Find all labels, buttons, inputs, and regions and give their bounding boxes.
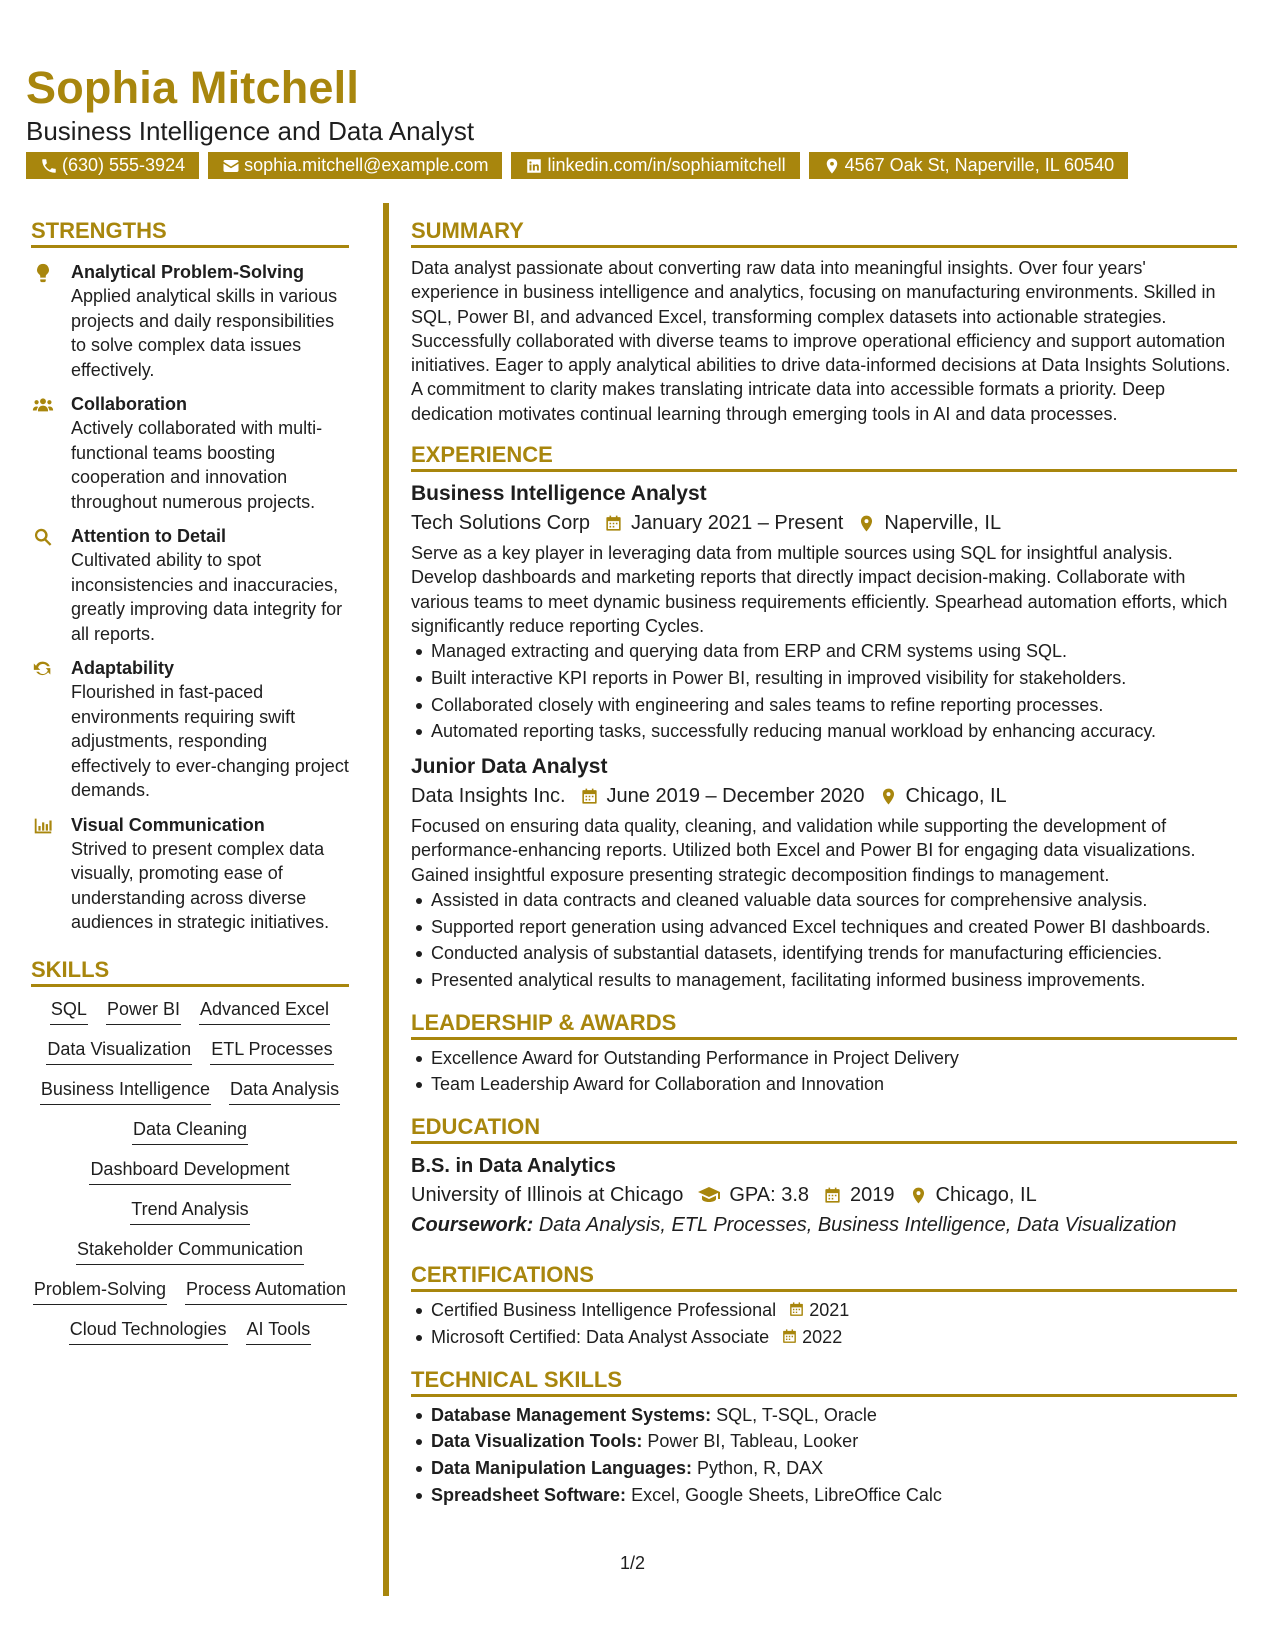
experience-section — [411, 440, 1237, 994]
summary-text: Data analyst passionate about converting raw data into meaningful insights. Over four years' experience in business intelligence and analytics, focusing on manufacturing environments. Skilled in SQL, Power BI, and advanced Excel, transforming complex datasets into actionable strategies. Successfully collaborated with diverse teams to improve operational efficiency and support automation initiatives. Eager to apply analytical abilities to drive data-informed decisions at Data Insights Solutions. A commitment to clarity makes translating intricate data into accessible formats a priority. Deep dedication motivates continual learning through emerging tools in AI and data processes. — [411, 258, 1231, 424]
contact-phone-text: (630) 555-3924 — [62, 155, 186, 175]
education-section — [411, 1112, 1237, 1240]
skill-tag: Business Intelligence — [40, 1077, 211, 1105]
tech-skill-label: Database Management Systems: — [431, 1404, 712, 1425]
calendar-icon — [781, 1328, 798, 1345]
strength-desc: Cultivated ability to spot inconsistencies and inaccuracies, greatly improving data integrity for all reports. — [71, 550, 343, 644]
experience-heading: EXPERIENCE — [411, 440, 1237, 472]
certifications-heading: CERTIFICATIONS — [411, 1260, 1237, 1292]
tech-skill-label: Data Manipulation Languages: — [431, 1458, 693, 1478]
technical-skills-list — [411, 1402, 1237, 1509]
skills-section — [31, 955, 349, 1345]
job-entry — [411, 480, 1237, 745]
skill-tag: Dashboard Development — [89, 1157, 290, 1185]
page-number: 1/2 — [620, 1553, 646, 1573]
school-location: Chicago, IL — [935, 1184, 1037, 1207]
map-pin-icon — [879, 787, 898, 806]
strength-desc: Flourished in fast-paced environments requiring swift adjustments, responding effectively to ever-changing project demands. — [71, 682, 349, 800]
certification-item — [431, 1324, 1237, 1351]
strength-item — [31, 524, 349, 646]
skill-tag: Trend Analysis — [130, 1197, 249, 1225]
contact-email[interactable] — [208, 152, 502, 179]
job-title: Business Intelligence Analyst — [411, 482, 707, 506]
resume-header — [26, 60, 474, 146]
job-dates: January 2021 – Present — [630, 512, 844, 535]
tech-skill-value: Power BI, Tableau, Looker — [647, 1431, 859, 1452]
job-dates: June 2019 – December 2020 — [606, 785, 865, 808]
job-description: Focused on ensuring data quality, cleaning, and validation while supporting the development of performance-enhancing reports. Utilized both Excel and Power BI for engaging data visualizations. Gained insightful exposure presenting strategic decomposition findings to management. — [411, 816, 1196, 885]
map-pin-icon — [857, 514, 876, 533]
leadership-list — [411, 1045, 1237, 1098]
job-location: Chicago, IL — [905, 785, 1007, 808]
column-divider — [383, 203, 389, 1596]
skill-tag: Problem-Solving — [33, 1277, 167, 1305]
linkedin-icon — [525, 157, 543, 175]
strengths-list — [31, 260, 349, 935]
job-entry — [411, 753, 1237, 994]
strength-item — [31, 392, 349, 514]
degree: B.S. in Data Analytics — [411, 1155, 616, 1178]
gpa: GPA: 3.8 — [729, 1184, 810, 1207]
contact-linkedin-text: linkedin.com/in/sophiamitchell — [547, 155, 786, 175]
award-item: Excellence Award for Outstanding Performance in Project Delivery — [431, 1045, 1237, 1072]
candidate-title: Business Intelligence and Data Analyst — [26, 116, 475, 146]
job-meta — [411, 508, 1237, 538]
tech-skill-label: Data Visualization Tools: — [431, 1431, 643, 1452]
job-bullets — [411, 887, 1237, 994]
bar-chart-icon — [32, 815, 54, 837]
skill-tag: Data Cleaning — [132, 1117, 248, 1145]
skill-tag: AI Tools — [246, 1317, 312, 1345]
users-icon — [32, 394, 54, 416]
job-bullets — [411, 638, 1237, 745]
skill-tag: Power BI — [106, 997, 181, 1025]
strength-title: Collaboration — [71, 394, 187, 414]
strength-title: Analytical Problem-Solving — [71, 262, 305, 282]
left-column — [31, 216, 349, 1345]
coursework — [411, 1210, 1237, 1240]
strength-desc: Strived to present complex data visually, promoting ease of understanding across diverse audiences in strategic initiatives. — [71, 838, 330, 932]
certification-year: 2022 — [802, 1326, 843, 1347]
technical-skills-section — [411, 1365, 1237, 1509]
summary-heading: SUMMARY — [411, 216, 1237, 248]
bullet-item: Conducted analysis of substantial datasets, identifying trends for manufacturing efficiencies. — [431, 940, 1237, 967]
technical-skills-heading: TECHNICAL SKILLS — [411, 1365, 1237, 1397]
graduation-year: 2019 — [850, 1184, 895, 1207]
leadership-section — [411, 1008, 1237, 1098]
bullet-item: Supported report generation using advanced Excel techniques and created Power BI dashboards. — [431, 914, 1237, 941]
bullet-item: Automated reporting tasks, successfully reducing manual workload by enhancing accuracy. — [431, 718, 1237, 745]
strength-item — [31, 813, 349, 935]
map-pin-icon — [823, 157, 841, 175]
calendar-icon — [580, 787, 599, 806]
skill-tag: Stakeholder Communication — [76, 1237, 304, 1265]
education-heading: EDUCATION — [411, 1112, 1237, 1144]
bullet-item: Assisted in data contracts and cleaned valuable data sources for comprehensive analysis. — [431, 887, 1237, 914]
map-pin-icon — [909, 1186, 928, 1205]
candidate-name: Sophia Mitchell — [26, 62, 360, 113]
strength-item — [31, 260, 349, 382]
school: University of Illinois at Chicago — [411, 1184, 684, 1207]
skills-list — [31, 987, 349, 1345]
skill-tag: Advanced Excel — [199, 997, 330, 1025]
envelope-icon — [222, 157, 240, 175]
job-meta — [411, 781, 1237, 811]
skill-tag: Cloud Technologies — [69, 1317, 228, 1345]
contact-address — [809, 152, 1129, 179]
bullet-item: Built interactive KPI reports in Power BI, resulting in improved visibility for stakeholders. — [431, 665, 1237, 692]
skills-heading: SKILLS — [31, 955, 349, 987]
skill-tag: SQL — [50, 997, 88, 1025]
strength-title: Attention to Detail — [71, 526, 226, 546]
contact-linkedin[interactable] — [511, 152, 799, 179]
summary-section — [411, 216, 1237, 426]
contact-address-text: 4567 Oak St, Naperville, IL 60540 — [844, 155, 1115, 175]
right-column — [411, 216, 1237, 1508]
skill-tag: Data Visualization — [46, 1037, 192, 1065]
strength-item — [31, 656, 349, 803]
refresh-icon — [32, 658, 54, 680]
tech-skill-label: Spreadsheet Software: — [431, 1484, 627, 1505]
strength-desc: Actively collaborated with multi-functional teams boosting cooperation and innovation throughout numerous projects. — [71, 418, 323, 512]
skill-tag: Data Analysis — [229, 1077, 340, 1105]
strength-desc: Applied analytical skills in various projects and daily responsibilities to solve complex data issues effectively. — [71, 286, 338, 380]
calendar-icon — [604, 514, 623, 533]
job-location: Naperville, IL — [884, 512, 1002, 535]
tech-skill-value: SQL, T-SQL, Oracle — [716, 1404, 877, 1425]
bullet-item: Managed extracting and querying data from ERP and CRM systems using SQL. — [431, 638, 1237, 665]
tech-skill-value: Python, R, DAX — [697, 1458, 824, 1478]
tech-skill-item — [431, 1455, 1237, 1482]
certifications-list — [411, 1297, 1237, 1350]
leadership-heading: LEADERSHIP & AWARDS — [411, 1008, 1237, 1040]
coursework-list: Data Analysis, ETL Processes, Business Intelligence, Data Visualization — [538, 1214, 1177, 1237]
bullet-item: Collaborated closely with engineering and sales teams to refine reporting processes. — [431, 692, 1237, 719]
tech-skill-item — [431, 1482, 1237, 1509]
certification-item — [431, 1297, 1237, 1324]
calendar-icon — [823, 1186, 842, 1205]
job-company: Tech Solutions Corp — [411, 512, 590, 535]
strength-title: Visual Communication — [71, 814, 265, 835]
certifications-section — [411, 1260, 1237, 1350]
certification-name: Microsoft Certified: Data Analyst Associate — [431, 1326, 770, 1347]
lightbulb-icon — [32, 262, 54, 284]
job-company: Data Insights Inc. — [411, 785, 566, 808]
graduation-cap-icon — [697, 1183, 721, 1207]
award-item: Team Leadership Award for Collaboration and Innovation — [431, 1071, 1237, 1098]
strength-title: Adaptability — [71, 658, 175, 678]
certification-name: Certified Business Intelligence Professional — [431, 1300, 777, 1321]
tech-skill-item — [431, 1428, 1237, 1455]
coursework-label: Coursework: — [411, 1214, 534, 1237]
calendar-icon — [788, 1301, 805, 1318]
bullet-item: Presented analytical results to management, facilitating informed business improvements. — [431, 967, 1237, 994]
job-title: Junior Data Analyst — [411, 755, 608, 779]
job-description: Serve as a key player in leveraging data from multiple sources using SQL for insightful analysis. Develop dashboards and marketing reports that directly impact decision-making. Collaborate with various teams to meet dynamic business requirements efficiently. Spearhead automation efforts, which significantly reduce reporting Cycles. — [411, 543, 1228, 636]
strengths-heading: STRENGTHS — [31, 216, 349, 248]
contact-phone[interactable] — [26, 152, 199, 179]
certification-year: 2021 — [809, 1300, 850, 1321]
tech-skill-value: Excel, Google Sheets, LibreOffice Calc — [631, 1484, 942, 1505]
tech-skill-item — [431, 1402, 1237, 1429]
skill-tag: Process Automation — [185, 1277, 347, 1305]
phone-icon — [40, 157, 58, 175]
skill-tag: ETL Processes — [210, 1037, 333, 1065]
education-meta — [411, 1180, 1237, 1210]
search-icon — [32, 526, 54, 548]
contact-email-text: sophia.mitchell@example.com — [244, 155, 489, 175]
contact-bar — [26, 152, 1137, 179]
